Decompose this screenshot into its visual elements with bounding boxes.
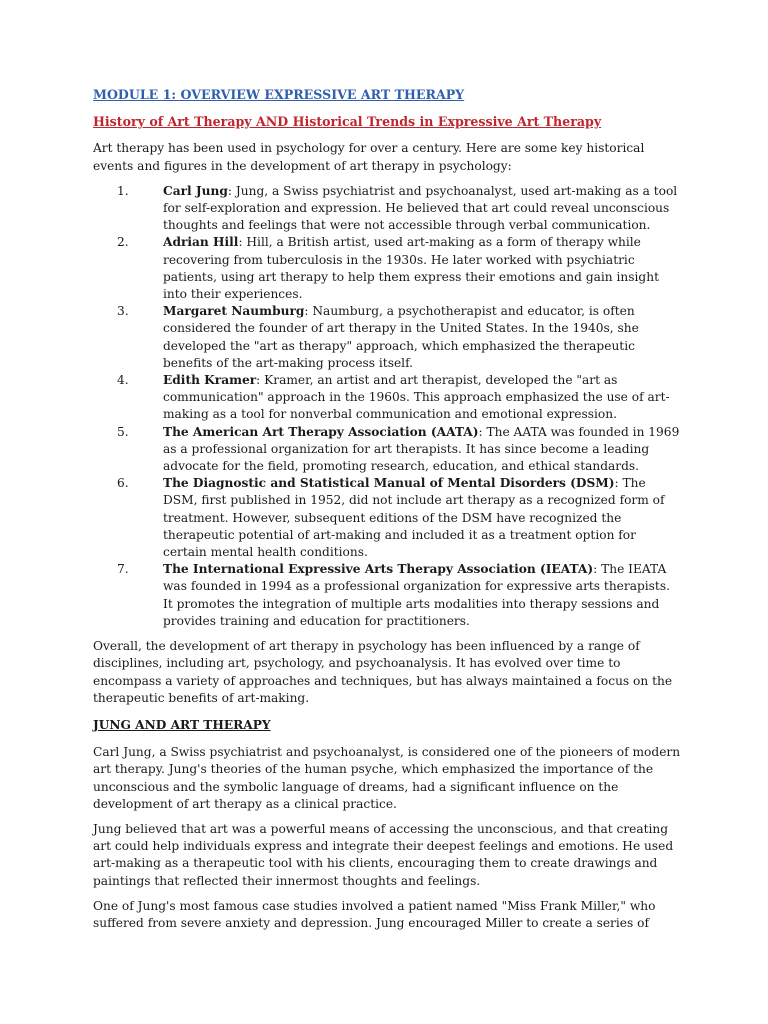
history-item <box>93 183 683 235</box>
jung-heading: JUNG AND ART THERAPY <box>93 717 271 732</box>
history-item <box>93 234 683 303</box>
document-content <box>93 86 683 940</box>
history-item-text: : Hill, a British artist, used art-making as a form of therapy while recovering from tuberculosis in the 1930s. He later worked with psychiatric patients, using art therapy to help them express their emotions and gain insight into their experiences. <box>163 235 659 302</box>
history-item-name: Adrian Hill <box>163 235 239 250</box>
history-item-text: : Naumburg, a psychotherapist and educator, is often considered the founder of art therapy in the United States. In the 1940s, she developed the "art as therapy" approach, which emphasized the therapeutic benefits of the art-making process itself. <box>163 304 639 370</box>
history-item-text: : Kramer, an artist and art therapist, developed the "art as communication" approach in the 1960s. This approach emphasized the use of art-making as a tool for nonverbal communication and emotional expression. <box>163 373 670 422</box>
history-item-number: 2. <box>117 235 129 250</box>
history-item <box>93 424 683 476</box>
history-item-number: 7. <box>117 562 129 577</box>
history-item-text: : The AATA was founded in 1969 as a professional organization for art therapists. It has since become a leading advocate for the field, promoting research, education, and ethical standards. <box>163 424 680 474</box>
intro-paragraph: Art therapy has been used in psychology for over a century. Here are some key historical events and figures in the development of art therapy in psychology: <box>93 141 645 173</box>
history-item-name: The American Art Therapy Association (AATA) <box>163 424 479 439</box>
history-item-text: : The IEATA was founded in 1994 as a professional organization for expressive arts therapists. It promotes the integration of multiple arts modalities into therapy sessions and provides training and education for practitioners. <box>163 562 670 628</box>
module-title: MODULE 1: OVERVIEW EXPRESSIVE ART THERAPY <box>93 87 465 102</box>
jung-paragraph: Carl Jung, a Swiss psychiatrist and psychoanalyst, is considered one of the pioneers of modern art therapy. Jung's theories of the human psyche, which emphasized the importance of the unconscious and the symbolic language of dreams, had a significant influence on the development of art therapy as a clinical practice. <box>93 745 681 811</box>
history-item-text: : Jung, a Swiss psychiatrist and psychoanalyst, used art-making as a tool for self-exploration and expression. He believed that art could reveal unconscious thoughts and feelings that were not accessible through verbal communication. <box>163 183 678 233</box>
history-item <box>93 561 683 630</box>
history-list <box>93 183 683 630</box>
history-item <box>93 372 683 424</box>
history-item-number: 1. <box>117 183 129 198</box>
history-item-number: 4. <box>117 373 129 388</box>
history-item-number: 5. <box>117 424 129 439</box>
history-item-name: The Diagnostic and Statistical Manual of Mental Disorders (DSM) <box>163 476 615 491</box>
section-title: History of Art Therapy AND Historical Trends in Expressive Art Therapy <box>93 114 602 130</box>
history-item-number: 3. <box>117 304 129 319</box>
overall-paragraph: Overall, the development of art therapy in psychology has been influenced by a range of disciplines, including art, psychology, and psychoanalysis. It has evolved over time to encompass a variety of approaches and techniques, but has always maintained a focus on the therapeutic benefits of art-making. <box>93 639 673 705</box>
jung-paragraph: One of Jung's most famous case studies involved a patient named "Miss Frank Miller," who suffered from severe anxiety and depression. Jung encouraged Miller to create a series of <box>93 898 656 930</box>
history-item-name: Edith Kramer <box>163 373 257 388</box>
history-item-number: 6. <box>117 476 129 491</box>
jung-paragraph: Jung believed that art was a powerful means of accessing the unconscious, and that creating art could help individuals express and integrate their deepest feelings and emotions. He used art-making as a therapeutic tool with his clients, encouraging them to create drawings and paintings that reflected their innermost thoughts and feelings. <box>93 821 674 888</box>
history-item-name: The International Expressive Arts Therapy Association (IEATA) <box>163 562 594 577</box>
history-item <box>93 303 683 372</box>
history-item <box>93 475 683 561</box>
history-item-name: Carl Jung <box>163 183 228 198</box>
history-item-name: Margaret Naumburg <box>163 304 305 319</box>
history-item-text: : The DSM, first published in 1952, did not include art therapy as a recognized form of treatment. However, subsequent editions of the DSM have recognized the therapeutic potential of art-making and included it as a treatment option for certain mental health conditions. <box>163 476 665 560</box>
